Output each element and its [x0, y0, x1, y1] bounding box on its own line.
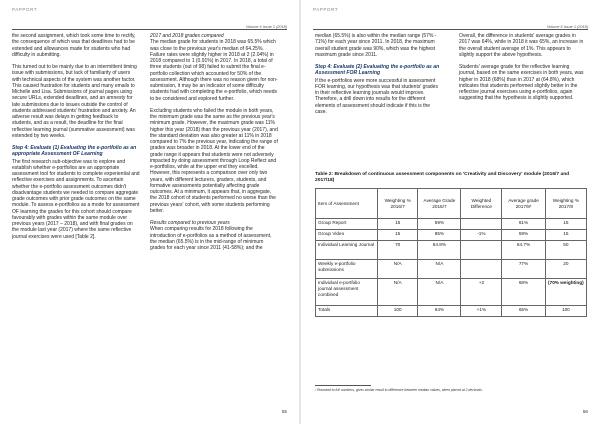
paragraph: Overall, the difference in students' average grades in 2017 was 64%, while in 2018 it was 65%, an increase in the overall student average of 1%. This appears to slightly support the above hypothesis.	[459, 33, 584, 58]
table-cell	[461, 241, 502, 260]
table-cell: 64%	[418, 306, 461, 317]
table-cell: +2	[461, 279, 502, 306]
table-cell: N/A	[418, 279, 461, 306]
section-heading: Step 4: Evaluate (2) Evaluating the e-portfolio as an Assessment FOR Learning	[315, 64, 440, 77]
table-cell: 15	[378, 230, 418, 241]
table-cell: 64.8%	[418, 241, 461, 260]
table-row	[316, 279, 587, 306]
table-cell: 50	[545, 241, 586, 260]
right-page	[301, 0, 600, 424]
assessment-table	[315, 188, 587, 317]
paragraph: the second assignment, which took some time to rectify, the consequence of which was that deadlines had to be extended and allowances made for students who had difficulty in submitting.	[12, 33, 136, 58]
table-cell: Group Report	[316, 219, 378, 230]
table-row	[316, 219, 587, 230]
table-cell: 77%	[502, 260, 545, 279]
left-column-2	[150, 33, 278, 257]
table-cell: 65%	[502, 306, 545, 317]
table-cell: 20	[545, 260, 586, 279]
table-cell: 70	[378, 241, 418, 260]
page-number: 56	[582, 409, 588, 414]
table-cell: 15	[545, 219, 586, 230]
left-page	[0, 0, 299, 424]
table-row	[316, 306, 587, 317]
running-head: PAPPORT	[12, 7, 38, 12]
right-column-2	[459, 33, 587, 108]
table-cell	[461, 260, 502, 279]
right-column-1	[315, 33, 443, 121]
table-cell: +1%	[461, 306, 502, 317]
paragraph: When comparing results for 2018 following the introduction of e-portfolios as a method of assessment, the median (65.5%) is in the mid-range of minimum grades for each year since 2011 (41-58%); and the	[150, 226, 272, 251]
paragraph: Excluding students who failed the module in both years, the minimum grade was the same as the previous year's minimum grade. However, the maximum grade was 11% higher this year (2018) than the previous year (2017), and the standard deviation was also greater at 11% in 2018 compared to 7% the previous year, indicating the range of grades was broader in 2018. At the lower end of the grade range it appears that students were not adversely impacted by doing assessment through Loop Reflect and e-portfolios, while at the upper end they excelled. However, this represents a comparison over only two years, with different lecturers, graders, students, and formative assessments potentially affecting grade outcomes. At a minimum, it appears that, in aggregate, the 2018 cohort of students performed no worse than the previous years' cohort, with some students performing better.	[150, 107, 278, 214]
table-cell: 64.7%	[502, 241, 545, 260]
table-cell: 68%	[502, 279, 545, 306]
header-rule	[12, 29, 287, 30]
column-header: Weighted Difference	[461, 189, 502, 219]
table-cell: 61%	[502, 219, 545, 230]
table-cell: N/A	[378, 260, 418, 279]
table-cell: 15	[545, 230, 586, 241]
table-header-row	[316, 189, 587, 219]
table-cell: 15	[378, 219, 418, 230]
volume-label: Volume 6 Issue 1 (2018)	[245, 25, 287, 29]
table-cell: Individual Learning Journal	[316, 241, 378, 260]
table-row	[316, 241, 587, 260]
table-cell	[461, 219, 502, 230]
table-cell: N/A	[418, 260, 461, 279]
column-header: Item of Assessment	[316, 189, 378, 219]
table-cell: 100	[378, 306, 418, 317]
footnote-rule	[315, 385, 371, 386]
column-header: Average grade 2017/8¹	[502, 189, 545, 219]
column-header: Weighting % 2016/7	[378, 189, 418, 219]
table-cell: Group Video	[316, 230, 378, 241]
table-cell: -1%	[461, 230, 502, 241]
table-caption: Table 2: Breakdown of continuous assessment components on 'Creativity and Discovery' module (2016/7 and 2017/18)	[315, 172, 570, 183]
paragraph: The first research sub-objective was to explore and establish whether e-portfolios are an appropriate assessment tool for students to complete experiential and reflective exercises and assignments. To ascertain whether the e-portfolio assessment outcomes didn't disadvantage students we needed to compare aggregate grade outcomes with prior grade outcomes on the same module. To assess e-portfolios as a mode for assessment OF learning the grades for this cohort should compare favourably with grades within the same module over previous years (2017 – 2018), and with final grades on the module last year (2017) where the same reflective journal exercises were used [Table 2].	[12, 158, 140, 240]
table-cell: 59%	[502, 230, 545, 241]
table-cell: (70% weighting)	[545, 279, 586, 306]
section-heading: Step 4: Evaluate (1) Evaluating the e-portfolio as an appropriate Assessment OF Learning	[12, 145, 137, 158]
column-header: Weighting % 2017/8	[545, 189, 586, 219]
table-row	[316, 260, 587, 279]
subheading: 2017 and 2018 grades compared	[150, 33, 224, 39]
column-header: Average Grade 2016/7	[418, 189, 461, 219]
table-cell: Weekly e-portfolio submissions	[316, 260, 378, 279]
running-head: PAPPORT	[313, 7, 339, 12]
footnote: ¹ Rounded to full numbers, gives similar result to difference between median values, when placed at 2 decimals.	[315, 388, 483, 392]
paragraph: This turned out to be mainly due to an intermittent timing issue with submissions, but lack of familiarity of users with technical aspects of the system was another factor. This caused frustration for students and many emails to Michelle and Lisa. Submissions of journal pages using secure URLs, extended deadlines, and an amnesty for late submissions due to issues outside the control of students addressed students' frustration and anxiety. An adverse result was delays in getting feedback to students, and as a result, the deadline for the final reflective learning journal (summative assessment) was extended by two weeks.	[12, 64, 137, 139]
table-cell: 85%	[418, 230, 461, 241]
paragraph: The median grade for students in 2018 was 65.5% which was close to the previous year's median of 64.25%. Failure rates were slightly higher in 2018 at 2 (2.04%) in 2018 compared to 1 (0.91%) in 2017. In 2018, a total of three students (out of 98) failed to submit the final e-portfolio collection which accounted for 50% of the assessment. Although there was no reason given for non-submission, it may be an indicator of some difficulty students had with completing the e-portfolio, which needs to be considered and explored further.	[150, 39, 278, 102]
table-cell: 100	[545, 306, 586, 317]
table-cell: N/A	[378, 279, 418, 306]
table-cell: Totals	[316, 306, 378, 317]
header-rule	[313, 29, 588, 30]
table-row	[316, 230, 587, 241]
paragraph: If the e-portfolios were more successful in assessment FOR learning, our hypothesis was that students' grades in their reflective learning journals would improve. Therefore, a drill down into results for the different elements of assessment should indicate if this is the case.	[315, 77, 438, 115]
paragraph: median (65.5%) is also within the median range (57% - 71%) for each year since 2011. In 2018, the maximum overall student grade was 90%, which was the highest maximum grade since 2011.	[315, 33, 437, 58]
page-number: 55	[281, 409, 287, 414]
volume-label: Volume 6 Issue 1 (2018)	[546, 25, 588, 29]
left-column-1	[12, 33, 140, 246]
paragraph: Students' average grade for the reflective learning journal, based on the same exercises in both years, was higher in 2018 (68%) than in 2017 at (64.8%), which indicates that students performed slightly better in the reflective journal exercises using e-portfolios, again suggesting that the hypothesis is slightly supported.	[459, 64, 584, 102]
subheading: Results compared to previous years	[150, 220, 230, 226]
table-cell: Individual e-portfolio journal assessment combined	[316, 279, 378, 306]
table-cell: 59%	[418, 219, 461, 230]
